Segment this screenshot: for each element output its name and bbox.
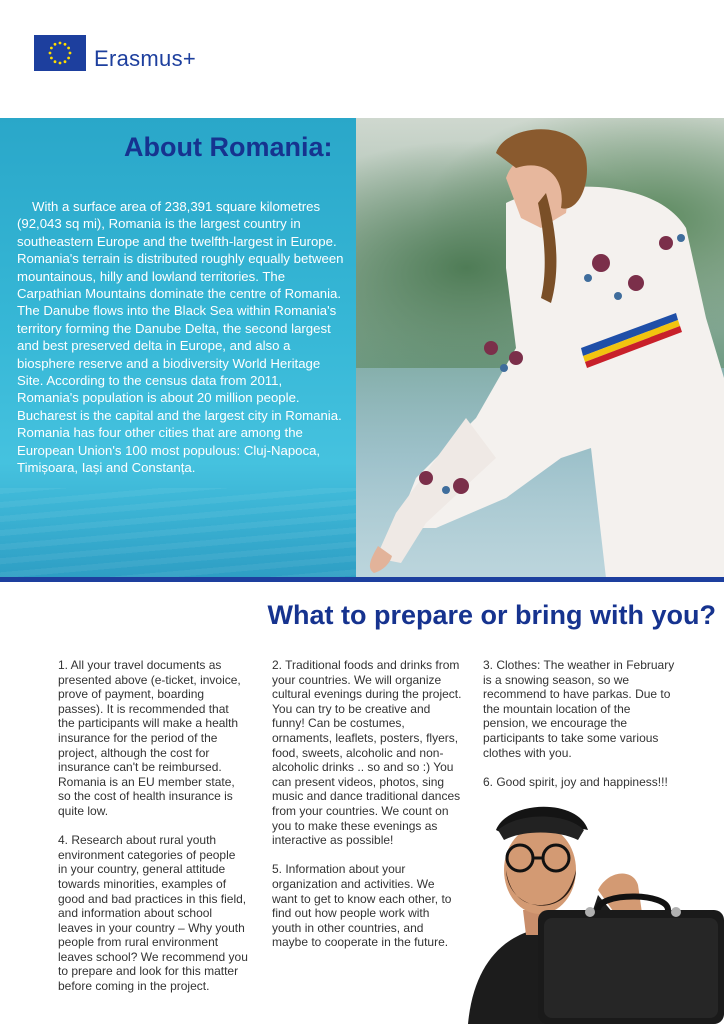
prepare-column-1	[58, 658, 248, 1008]
prepare-column-3	[483, 658, 678, 804]
about-romania-hero	[0, 118, 724, 578]
prepare-item-3: 3. Clothes: The weather in February is a snowing season, so we recommend to have parkas. Due to the mountain location of the pension, we encourage the participants to take some various clothes with you.	[483, 658, 675, 760]
prepare-column-2	[272, 658, 462, 964]
prepare-item-6: 6. Good spirit, joy and happiness!!!	[483, 774, 668, 789]
man-with-briefcase-photo	[448, 800, 724, 1024]
logo-text: Erasmus+	[94, 46, 197, 71]
prepare-section-title: What to prepare or bring with you?	[267, 600, 716, 630]
prepare-item-5: 5. Information about your organization and activities. We want to get to know each other, to find out how people work with youth in other countries, and maybe to cooperate in the future.	[272, 862, 452, 950]
prepare-item-1: 1. All your travel documents as presented above (e-ticket, invoice, prove of payment, boarding passes). It is recommended that the participants will make a health insurance for the period of the project, although the cost for insurance can't be reimbursed. Romania is an EU member state, so the cost of health insurance is quite low.	[58, 658, 241, 818]
about-romania-paragraph: With a surface area of 238,391 square kilometres (92,043 sq mi), Romania is the largest country in southeastern Europe and the twelfth-largest in Europe. Romania's terrain is distributed roughly equally between mountainous, hilly and lowland territories. The Carpathian Mountains dominate the centre of Romania. The Danube flows into the Black Sea within Romania's territory forming the Danube Delta, the second largest and best preserved delta in Europe, and also a biosphere reserve and a biodiversity World Heritage Site. According to the census data from 2011, Romania's population is about 20 million people. Bucharest is the capital and the largest city in Romania. Romania has four other cities that are among the European Union's 100 most populous: Cluj-Napoca, Timișoara, Iași and Constanța.	[17, 199, 344, 476]
prepare-item-4: 4. Research about rural youth environment categories of people in your country, general attitude towards minorities, examples of good and bad practices in this field, and information about school leaves in your country – Why youth people from rural environment leaves school? We recommend you to prepare and look for this matter before coming in the project.	[58, 833, 248, 994]
about-romania-title: About Romania:	[124, 132, 333, 162]
eu-flag-icon	[34, 35, 86, 71]
prepare-item-2: 2. Traditional foods and drinks from your countries. We will organize cultural evenings during the project. You can try to be creative and funny! Can be costumes, ornaments, leaflets, posters, flyers, food, sweets, alcoholic and non-alcoholic drinks .. so and so :) You can present videos, photos, sing music and dance traditional dances from your countries. We count on you to make these evenings as interactive as possible!	[272, 658, 462, 848]
section-divider	[0, 577, 724, 582]
hero-photo	[356, 118, 724, 578]
woman-photo-figure	[356, 118, 724, 578]
erasmus-plus-logo	[34, 34, 196, 72]
